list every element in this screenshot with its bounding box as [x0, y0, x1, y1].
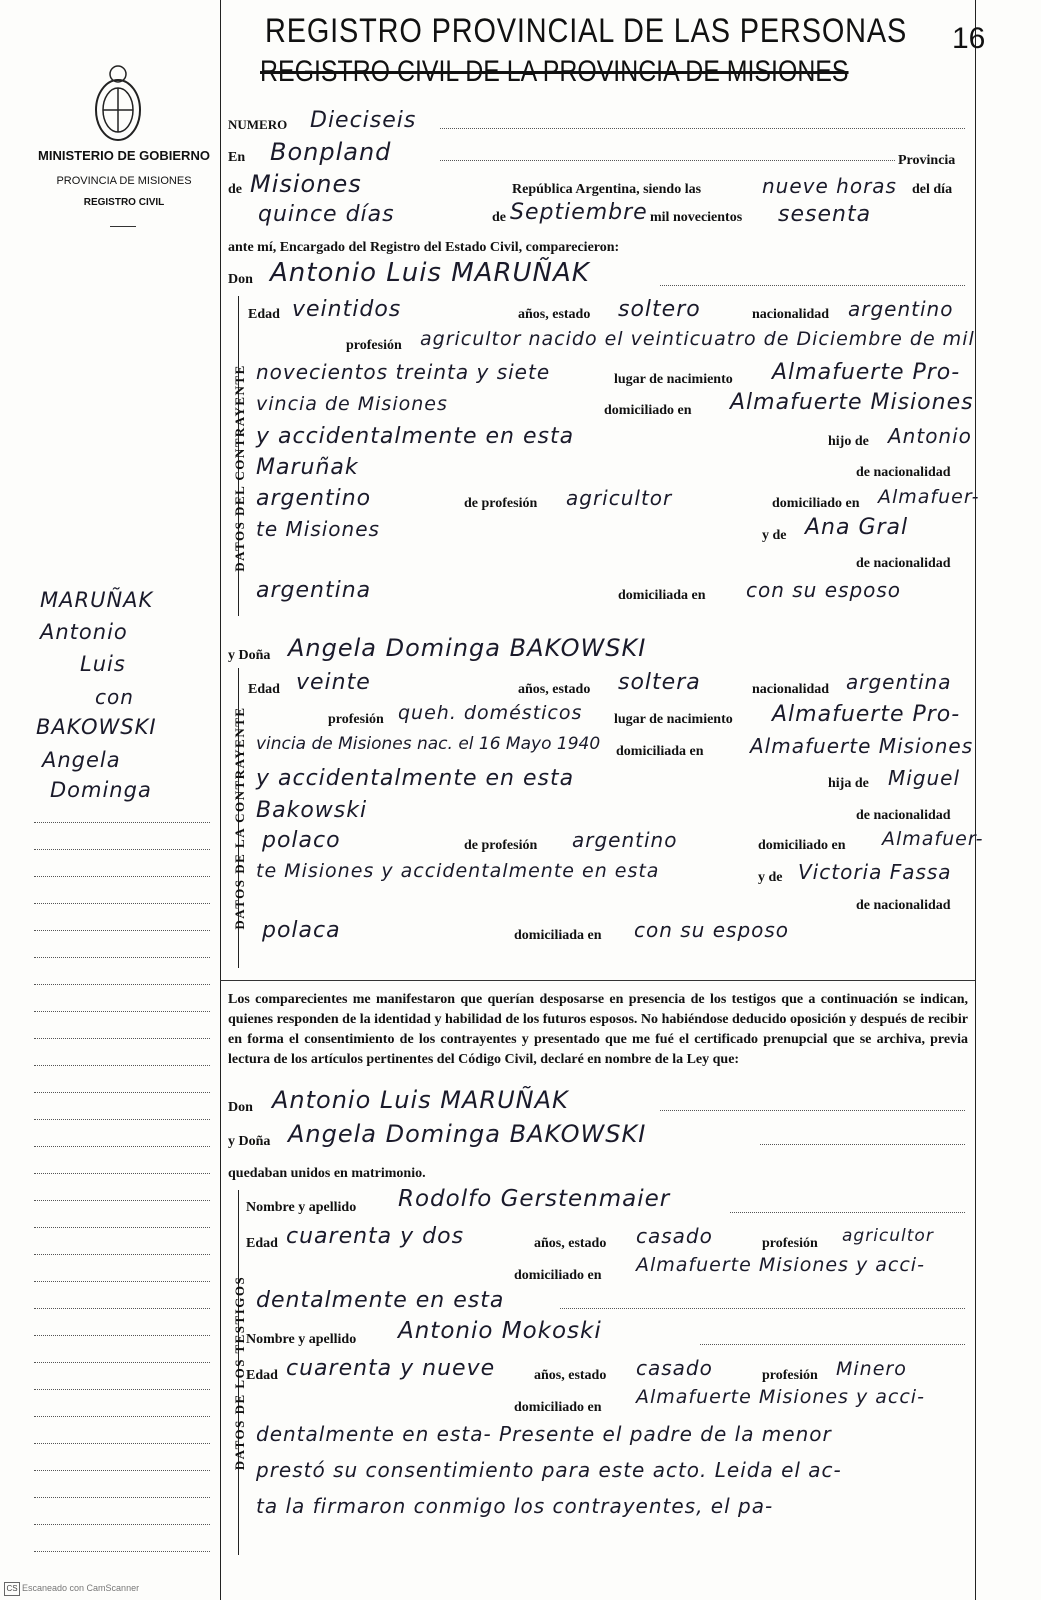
- anos-estado-label: años, estado: [518, 307, 591, 322]
- groom-mother-dom: con su esposo: [746, 578, 902, 602]
- numero-value: Dieciseis: [310, 108, 417, 133]
- groom-father: Antonio: [888, 424, 972, 448]
- dotted-line: [660, 1110, 965, 1111]
- margin-name: MARUÑAK: [40, 588, 154, 612]
- witness-side-label: DATOS DE LOS TESTIGOS: [232, 1275, 247, 1471]
- edad-label: Edad: [248, 307, 280, 322]
- groom-mother: Ana Gral: [805, 515, 909, 540]
- w2-prof: Minero: [836, 1358, 907, 1380]
- margin-dotted-line: [34, 1335, 210, 1336]
- ministry-name: MINISTERIO DE GOBIERNO: [38, 148, 210, 163]
- margin-dotted-line: [34, 1254, 210, 1255]
- w1-dom: Almafuerte Misiones y acci-: [636, 1254, 925, 1276]
- groom-prof: agricultor nacido el veinticuatro de Diciembre de mil: [420, 328, 975, 350]
- del-dia-label: del día: [912, 182, 953, 197]
- profesion-label-3: profesión: [762, 1236, 818, 1251]
- anos-estado-label-2: años, estado: [518, 682, 591, 697]
- margin-dotted-line: [34, 1065, 210, 1066]
- dona-final: Angela Dominga BAKOWSKI: [288, 1120, 647, 1148]
- de2-label: de: [492, 210, 506, 225]
- camscanner-logo-icon: CS: [4, 1582, 20, 1596]
- de-label: de: [228, 182, 242, 197]
- domiciliada-label: domiciliada en: [618, 588, 706, 603]
- margin-dotted-line: [34, 1389, 210, 1390]
- struck-subtitle: REGISTRO CIVIL DE LA PROVINCIA DE MISIONES: [260, 55, 849, 88]
- w2-age: cuarenta y nueve: [286, 1356, 496, 1381]
- domiciliado-label-4: domiciliado en: [514, 1268, 602, 1283]
- nombre-label-2: Nombre y apellido: [246, 1332, 357, 1347]
- dotted-line: [560, 1308, 965, 1309]
- margin-dotted-line: [34, 1173, 210, 1174]
- de-nac-label: de nacionalidad: [856, 465, 951, 480]
- profesion-label-4: profesión: [762, 1368, 818, 1383]
- groom-domic: Almafuerte Misiones: [730, 390, 974, 415]
- mes-value: Septiembre: [510, 200, 648, 225]
- margin-dotted-line: [34, 1011, 210, 1012]
- bride-age: veinte: [296, 670, 371, 695]
- margin-dotted-line: [34, 849, 210, 850]
- groom-prof2: novecientos treinta y siete: [256, 360, 551, 384]
- don-label-2: Don: [228, 1100, 253, 1115]
- groom-father-nac: argentino: [256, 486, 372, 511]
- w2-dom: Almafuerte Misiones y acci-: [636, 1386, 925, 1408]
- bride-father-prof: argentino: [572, 828, 678, 852]
- margin-name: Angela: [42, 748, 121, 772]
- dotted-line: [660, 285, 965, 286]
- w1-prof: agricultor: [842, 1226, 934, 1246]
- bride-mother-nac: polaca: [262, 918, 341, 943]
- margin-name: con: [95, 685, 134, 709]
- lugar-nac-label: lugar de nacimiento: [614, 372, 733, 387]
- coat-of-arms-icon: [88, 60, 148, 150]
- groom-nac: argentino: [848, 297, 954, 321]
- provincia-label: Provincia: [898, 153, 956, 168]
- declaration-paragraph: Los comparecientes me manifestaron que querían desposarse en presencia de los testigos que a continuación se indican, quienes responden de la identidad y habilidad de los futuros esposos. No habiéndose deducido oposición y después de recibir en forma el consentimiento de los contrayentes y presentado que me fué el certificado prenupcial que se archiva, previa lectura de los artículos pertinentes del Código Civil, declaré en nombre de la Ley que:: [228, 992, 968, 1067]
- margin-dotted-line: [34, 1038, 210, 1039]
- w2-dom3: prestó su consentimiento para este acto. Leida el ac-: [256, 1458, 842, 1482]
- bride-domic: Almafuerte Misiones: [750, 734, 974, 758]
- dotted-line: [760, 1144, 965, 1145]
- de-nac-label-4: de nacionalidad: [856, 898, 951, 913]
- w1-name: Rodolfo Gerstenmaier: [398, 1186, 671, 1212]
- w2-dom4: ta la firmaron conmigo los contrayentes, el pa-: [256, 1494, 774, 1518]
- de-prof-label-2: de profesión: [464, 838, 538, 853]
- margin-dotted-line: [34, 1443, 210, 1444]
- dotted-line: [440, 128, 965, 129]
- de-prof-label: de profesión: [464, 496, 538, 511]
- groom-lugar2: vincia de Misiones: [256, 393, 448, 415]
- mil-label: mil novecientos: [650, 210, 743, 225]
- dotted-line: [700, 1344, 965, 1345]
- groom-mother-nac: argentina: [256, 578, 372, 603]
- nombre-label: Nombre y apellido: [246, 1200, 357, 1215]
- w2-name: Antonio Mokoski: [398, 1318, 602, 1344]
- groom-estado: soltero: [618, 297, 701, 322]
- anos-estado-label-3: años, estado: [534, 1236, 607, 1251]
- bride-father-dom2: te Misiones y accidentalmente en esta: [256, 860, 660, 882]
- margin-name: Luis: [80, 652, 126, 676]
- bride-father: Miguel: [888, 766, 961, 790]
- left-frame-line: [220, 0, 221, 1600]
- w1-age: cuarenta y dos: [286, 1224, 465, 1249]
- margin-dotted-line: [34, 1119, 210, 1120]
- domiciliado-label: domiciliado en: [604, 403, 692, 418]
- de-nac-label-3: de nacionalidad: [856, 808, 951, 823]
- margin-dotted-line: [34, 1281, 210, 1282]
- footer-scanner-note: Escaneado con CamScanner: [22, 1583, 140, 1593]
- groom-name: Antonio Luis MARUÑAK: [270, 258, 590, 288]
- domiciliado-label-3: domiciliado en: [758, 838, 846, 853]
- provincia-value: Misiones: [250, 170, 362, 198]
- w2-dom2: dentalmente en esta- Presente el padre de la menor: [256, 1422, 832, 1446]
- domiciliada-label-2: domiciliada en: [616, 744, 704, 759]
- groom-father-dom2: te Misiones: [256, 517, 380, 541]
- y-dona-label-2: y Doña: [228, 1134, 271, 1149]
- hija-de-label: hija de: [828, 776, 869, 791]
- anos-estado-label-4: años, estado: [534, 1368, 607, 1383]
- margin-name: Dominga: [50, 778, 152, 802]
- margin-dotted-line: [34, 1308, 210, 1309]
- margin-dotted-line: [34, 957, 210, 958]
- lugar-nac-label-2: lugar de nacimiento: [614, 712, 733, 727]
- bride-lugar: Almafuerte Pro-: [772, 702, 961, 727]
- margin-dotted-line: [34, 1497, 210, 1498]
- nacionalidad-label: nacionalidad: [752, 307, 830, 322]
- y-de-label: y de: [762, 528, 787, 543]
- dotted-line: [730, 1212, 965, 1213]
- domiciliado-label-2: domiciliado en: [772, 496, 860, 511]
- bride-side-label: DATOS DE LA CONTRAYENTE: [232, 706, 247, 930]
- bride-domic2: y accidentalmente en esta: [256, 766, 575, 791]
- margin-name: BAKOWSKI: [36, 715, 157, 739]
- bride-name: Angela Dominga BAKOWSKI: [288, 634, 647, 662]
- margin-dotted-line: [34, 1227, 210, 1228]
- y-de-label-2: y de: [758, 870, 783, 885]
- edad-label-2: Edad: [248, 682, 280, 697]
- bride-mother-dom: con su esposo: [634, 918, 790, 942]
- margin-dotted-line: [34, 822, 210, 823]
- margin-dotted-line: [34, 903, 210, 904]
- margin-dotted-line: [34, 1092, 210, 1093]
- de-nac-label-2: de nacionalidad: [856, 556, 951, 571]
- groom-age: veintidos: [292, 297, 402, 322]
- en-label: En: [228, 150, 246, 165]
- dia-value: quince días: [258, 202, 395, 227]
- bride-nac: argentina: [846, 670, 952, 694]
- bride-father-dom: Almafuer-: [882, 828, 984, 850]
- profesion-label: profesión: [346, 338, 402, 353]
- groom-domic2: y accidentalmente en esta: [256, 424, 575, 449]
- margin-dotted-line: [34, 1416, 210, 1417]
- y-dona-label: y Doña: [228, 648, 271, 663]
- margin-name: Antonio: [40, 620, 128, 644]
- ante-label: ante mí, Encargado del Registro del Estado Civil, comparecieron:: [228, 240, 620, 255]
- margin-dotted-line: [34, 984, 210, 985]
- right-frame-line: [975, 0, 976, 1600]
- edad-label-3: Edad: [246, 1236, 278, 1251]
- margin-dotted-line: [34, 876, 210, 877]
- dotted-line: [440, 160, 895, 161]
- edad-label-4: Edad: [246, 1368, 278, 1383]
- groom-side-label: DATOS DEL CONTRAYENTE: [232, 364, 247, 572]
- bride-mother: Victoria Fassa: [798, 860, 952, 884]
- margin-dotted-line: [34, 930, 210, 931]
- bride-father-nac: polaco: [262, 828, 341, 853]
- page-number: 16: [952, 22, 986, 55]
- margin-dotted-line: [34, 1200, 210, 1201]
- don-final: Antonio Luis MARUÑAK: [272, 1086, 569, 1114]
- bride-estado: soltera: [618, 670, 701, 695]
- margin-dotted-line: [34, 1551, 210, 1552]
- domiciliado-label-5: domiciliado en: [514, 1400, 602, 1415]
- en-value: Bonpland: [270, 138, 392, 166]
- ministry-province: PROVINCIA DE MISIONES: [56, 175, 192, 187]
- nacionalidad-label-2: nacionalidad: [752, 682, 830, 697]
- horas-value: nueve horas: [762, 174, 897, 198]
- ministry-rule: [110, 226, 136, 227]
- w1-dom2: dentalmente en esta: [256, 1288, 505, 1313]
- anio-value: sesenta: [778, 202, 872, 227]
- groom-lugar: Almafuerte Pro-: [772, 360, 961, 385]
- w1-estado: casado: [636, 1224, 713, 1248]
- bride-prof: queh. domésticos: [398, 702, 583, 724]
- ministry-registry: REGISTRO CIVIL: [83, 197, 165, 208]
- profesion-label-2: profesión: [328, 712, 384, 727]
- don-label: Don: [228, 272, 253, 287]
- margin-dotted-line: [34, 1470, 210, 1471]
- margin-dotted-line: [34, 1524, 210, 1525]
- margin-dotted-line: [34, 1146, 210, 1147]
- numero-label: NUMERO: [228, 117, 288, 132]
- section-divider: [220, 980, 975, 981]
- groom-father-dom: Almafuer-: [878, 486, 980, 508]
- republica-label: República Argentina, siendo las: [512, 182, 702, 197]
- domiciliada-label-3: domiciliada en: [514, 928, 602, 943]
- w2-estado: casado: [636, 1356, 713, 1380]
- margin-dotted-line: [34, 1362, 210, 1363]
- groom-father2: Maruñak: [256, 455, 359, 480]
- bride-father2: Bakowski: [256, 798, 368, 823]
- bride-lugar2: vincia de Misiones nac. el 16 Mayo 1940: [256, 734, 601, 754]
- page-title: REGISTRO PROVINCIAL DE LAS PERSONAS: [265, 12, 908, 50]
- groom-father-prof: agricultor: [566, 486, 673, 510]
- quedaban-label: quedaban unidos en matrimonio.: [228, 1166, 426, 1181]
- hijo-de-label: hijo de: [828, 434, 869, 449]
